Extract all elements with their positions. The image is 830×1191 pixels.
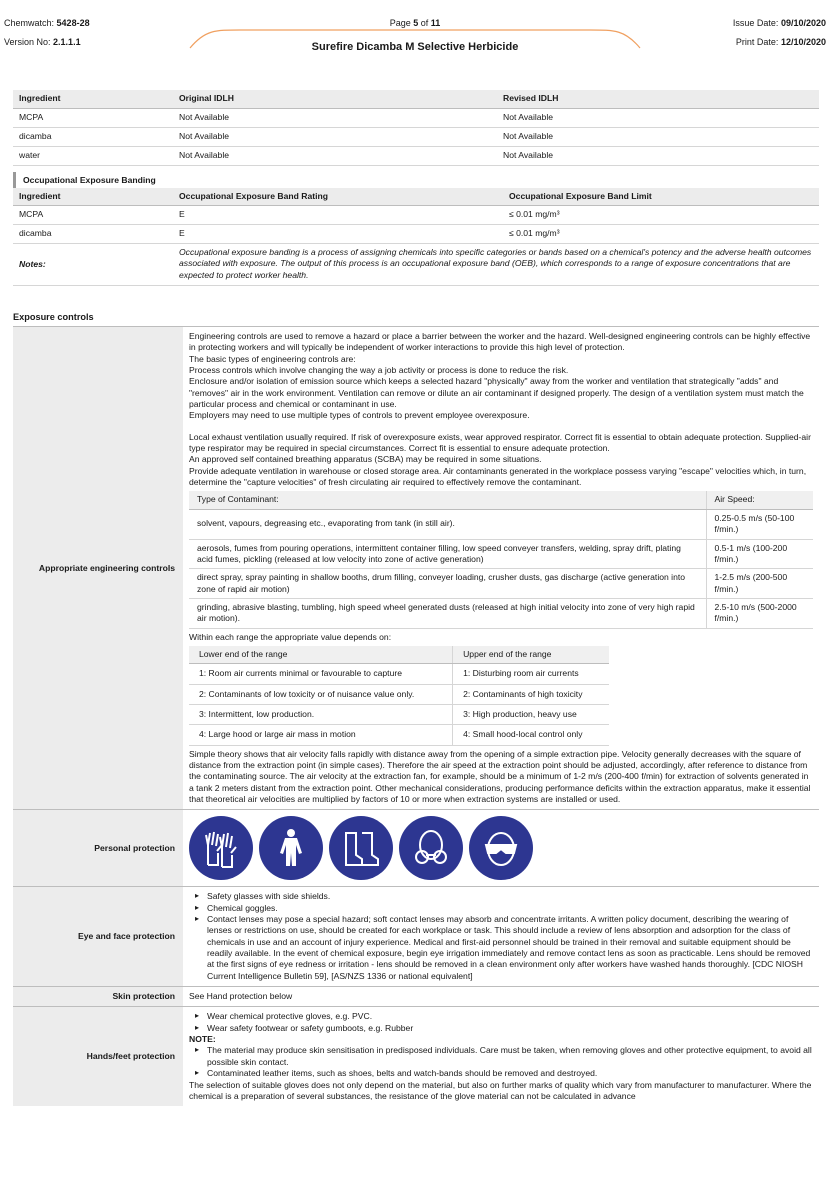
idlh-header-original: Original IDLH — [173, 90, 497, 108]
table-row — [13, 146, 819, 165]
boots-icon — [329, 816, 393, 880]
air-header-speed: Air Speed: — [706, 491, 813, 509]
version-no: Version No: 2.1.1.1 — [4, 37, 81, 47]
skin-protection-text: See Hand protection below — [189, 991, 293, 1002]
idlh-section — [13, 90, 819, 286]
table-row — [189, 725, 609, 745]
cell: dicamba — [13, 225, 173, 244]
cell: 1: Disturbing room air currents — [453, 664, 609, 684]
list-item: ▸ Contaminated leather items, such as shoes, belts and watch-bands should be removed and destroyed. — [189, 1068, 813, 1079]
table-row — [189, 684, 609, 704]
hands-feet-protection-label: Hands/feet protection — [13, 1007, 183, 1106]
banding-header-limit: Occupational Exposure Band Limit — [503, 188, 819, 206]
cell: 3: High production, heavy use — [453, 704, 609, 724]
notes-label: Notes: — [13, 244, 173, 286]
exposure-controls-title: Exposure controls — [13, 312, 94, 322]
print-date: Print Date: 12/10/2020 — [735, 37, 826, 47]
personal-protection-label: Personal protection — [13, 810, 183, 886]
eye-protection-list — [189, 891, 813, 982]
cell: 1: Room air currents minimal or favourable to capture — [189, 664, 453, 684]
hands-feet-protection-content — [183, 1007, 819, 1106]
page-number: Page 5 of 11 — [389, 18, 441, 28]
table-row — [13, 108, 819, 127]
cell: Not Available — [497, 146, 819, 165]
skin-protection-row — [13, 987, 819, 1007]
list-item: ▸ Contact lenses may pose a special hazard; soft contact lenses may absorb and concentrate irritants. A written policy document, describing the wearing of lenses or restrictions on use, should be created for each workplace or task. This should include a review of lens absorption and adsorption for the class of chemicals in use and an account of injury experience. Medical and first-aid personnel should be trained in their removal and suitable equipment should be readily available. In the event of chemical exposure, begin eye irrigation immediately and remove contact lens as soon as practicable. Lens should be removed at the first signs of eye redness or irritation - lens should be removed in a clean environment only after workers have washed hands thoroughly. [CDC NIOSH Current Intelligence Bulletin 59], [AS/NZS 1336 or national equivalent] — [189, 914, 813, 982]
banding-header-ingredient: Ingredient — [13, 188, 173, 206]
cell: 0.5-1 m/s (100-200 f/min.) — [706, 539, 813, 569]
banding-header-rating: Occupational Exposure Band Rating — [173, 188, 503, 206]
cell: Not Available — [173, 146, 497, 165]
cell: ≤ 0.01 mg/m³ — [503, 225, 819, 244]
idlh-header-revised: Revised IDLH — [497, 90, 819, 108]
simple-theory-text: Simple theory shows that air velocity falls rapidly with distance away from the opening of a simple extraction pipe. Velocity generally decreases with the square of distance from the extraction point (in simple cases). Therefore the air speed at the extraction point should be adjusted, accordingly, after reference to distance from the contaminating source. The air velocity at the extraction fan, for example, should be a minimum of 1-2 m/s (200-400 f/min) for extraction of solvents generated in a tank 2 meters distant from the extraction point. Other mechanical considerations, producing performance deficits within the extraction apparatus, make it essential that theoretical air velocities are multiplied by factors of 10 or more when extraction systems are installed or used. — [189, 748, 811, 804]
paragraph: Local exhaust ventilation usually required. If risk of overexposure exists, wear approved respirator. Correct fit is essential to obtain adequate protection. Supplied-air type respirator may be required in special circumstances. Correct fit is essential to ensure adequate protection. — [189, 431, 811, 454]
table-row — [13, 206, 819, 225]
chemwatch-id: Chemwatch: 5428-28 — [4, 18, 90, 28]
cell: 1-2.5 m/s (200-500 f/min.) — [706, 569, 813, 599]
paragraph: Engineering controls are used to remove a hazard or place a barrier between the worker and the hazard. Well-designed engineering controls can be highly effective in protecting workers and will typically be independent of worker interactions to provide this high level of protection. — [189, 331, 811, 353]
range-header-upper: Upper end of the range — [453, 646, 609, 664]
engineering-controls-label: Appropriate engineering controls — [13, 327, 183, 809]
exposure-controls-table — [13, 326, 819, 1106]
notes-row — [13, 244, 819, 286]
paragraph: The basic types of engineering controls are: — [189, 353, 356, 364]
issue-date: Issue Date: 09/10/2020 — [732, 18, 826, 28]
table-row — [189, 539, 813, 569]
range-table — [189, 646, 609, 746]
notes-text: Occupational exposure banding is a process of assigning chemicals into specific categories or bands based on a chemical's potency and the adverse health outcomes associated with exposure. The output of this process is an occupational exposure band (OEB), which corresponds to a range of exposure concentrations that are expected to protect worker health. — [173, 244, 819, 286]
table-row — [189, 664, 609, 684]
page-header — [0, 0, 830, 60]
cell: solvent, vapours, degreasing etc., evaporating from tank (in still air). — [189, 509, 706, 539]
cell: 2: Contaminants of low toxicity or of nuisance value only. — [189, 684, 453, 704]
idlh-header-ingredient: Ingredient — [13, 90, 173, 108]
air-header-contaminant: Type of Contaminant: — [189, 491, 706, 509]
table-row — [13, 127, 819, 146]
cell: grinding, abrasive blasting, tumbling, high speed wheel generated dusts (released at high initial velocity into zone of very high rapid air motion). — [189, 598, 706, 628]
paragraph: Provide adequate ventilation in warehouse or closed storage area. Air contaminants generated in the workplace possess varying "escape" velocities which, in turn, determine the "capture velocities" of fresh circulating air required to effectively remove the contaminant. — [189, 465, 807, 488]
cell: 3: Intermittent, low production. — [189, 704, 453, 724]
personal-protection-row — [13, 810, 819, 887]
list-item: ▸ Wear safety footwear or safety gumboots, e.g. Rubber — [189, 1023, 813, 1034]
note-list — [189, 1045, 813, 1079]
paragraph: Enclosure and/or isolation of emission source which keeps a selected hazard "physically" away from the worker and ventilation that strategically "adds" and "removes" air in the work environment. Ventilation can remove or dilute an air contaminant if designed properly. The design of a ventilation system must match the particular process and chemical or contaminant in use. — [189, 376, 804, 410]
respirator-icon — [399, 816, 463, 880]
cell: ≤ 0.01 mg/m³ — [503, 206, 819, 225]
cell: Not Available — [497, 127, 819, 146]
cell: 4: Large hood or large air mass in motion — [189, 725, 453, 745]
hands-protection-list — [189, 1011, 813, 1034]
idlh-table — [13, 90, 819, 166]
paragraph: Employers may need to use multiple types of controls to prevent employee overexposure. — [189, 410, 530, 421]
cell: Not Available — [497, 108, 819, 127]
range-intro: Within each range the appropriate value depends on: — [189, 631, 392, 642]
cell: water — [13, 146, 173, 165]
coverall-icon — [259, 816, 323, 880]
list-item: ▸ Chemical goggles. — [189, 903, 813, 914]
table-row — [13, 225, 819, 244]
table-row — [189, 569, 813, 599]
eye-face-protection-label: Eye and face protection — [13, 887, 183, 986]
cell: MCPA — [13, 206, 173, 225]
cell: 4: Small hood-local control only — [453, 725, 609, 745]
list-item: ▸ Wear chemical protective gloves, e.g. PVC. — [189, 1011, 813, 1022]
cell: E — [173, 225, 503, 244]
product-title: Surefire Dicamba M Selective Herbicide — [311, 41, 519, 53]
list-item: ▸ The material may produce skin sensitisation in predisposed individuals. Care must be taken, when removing gloves and other protective equipment, to avoid all possible skin contact. — [189, 1045, 813, 1068]
engineering-controls-content — [183, 327, 819, 809]
cell: MCPA — [13, 108, 173, 127]
goggles-icon — [469, 816, 533, 880]
range-header-lower: Lower end of the range — [189, 646, 453, 664]
gloves-icon — [189, 816, 253, 880]
table-row — [189, 598, 813, 628]
table-row — [189, 509, 813, 539]
table-row — [189, 704, 609, 724]
paragraph: Process controls which involve changing the way a job activity or process is done to reduce the risk. — [189, 365, 569, 376]
engineering-controls-row — [13, 327, 819, 810]
cell: aerosols, fumes from pouring operations, intermittent container filling, low speed conveyer transfers, welding, spray drift, plating acid fumes, pickling (released at low velocity into zone of active generation) — [189, 539, 706, 569]
cell: 2: Contaminants of high toxicity — [453, 684, 609, 704]
paragraph: An approved self contained breathing apparatus (SCBA) may be required in some situations. — [189, 454, 542, 465]
air-speed-table — [189, 491, 813, 628]
cell: 2.5-10 m/s (500-2000 f/min.) — [706, 598, 813, 628]
cell: E — [173, 206, 503, 225]
hands-feet-protection-row — [13, 1007, 819, 1106]
cell: direct spray, spray painting in shallow booths, drum filling, conveyer loading, crusher dusts, gas discharge (active generation into zone of rapid air motion) — [189, 569, 706, 599]
banding-table — [13, 188, 819, 287]
skin-protection-label: Skin protection — [13, 987, 183, 1006]
eye-face-protection-row — [13, 887, 819, 987]
cell: Not Available — [173, 127, 497, 146]
ppe-icons — [183, 810, 819, 886]
cell: dicamba — [13, 127, 173, 146]
note-label: NOTE: — [189, 1034, 216, 1045]
list-item: ▸ Safety glasses with side shields. — [189, 891, 813, 902]
eye-face-protection-content — [183, 887, 819, 986]
cell: 0.25-0.5 m/s (50-100 f/min.) — [706, 509, 813, 539]
cell: Not Available — [173, 108, 497, 127]
banding-title: Occupational Exposure Banding — [13, 172, 819, 188]
glove-selection-text: The selection of suitable gloves does not only depend on the material, but also on further marks of quality which vary from manufacturer to manufacturer. Where the chemical is a preparation of several substances, the resistance of the glove material can not be calculated in advance — [189, 1079, 812, 1101]
